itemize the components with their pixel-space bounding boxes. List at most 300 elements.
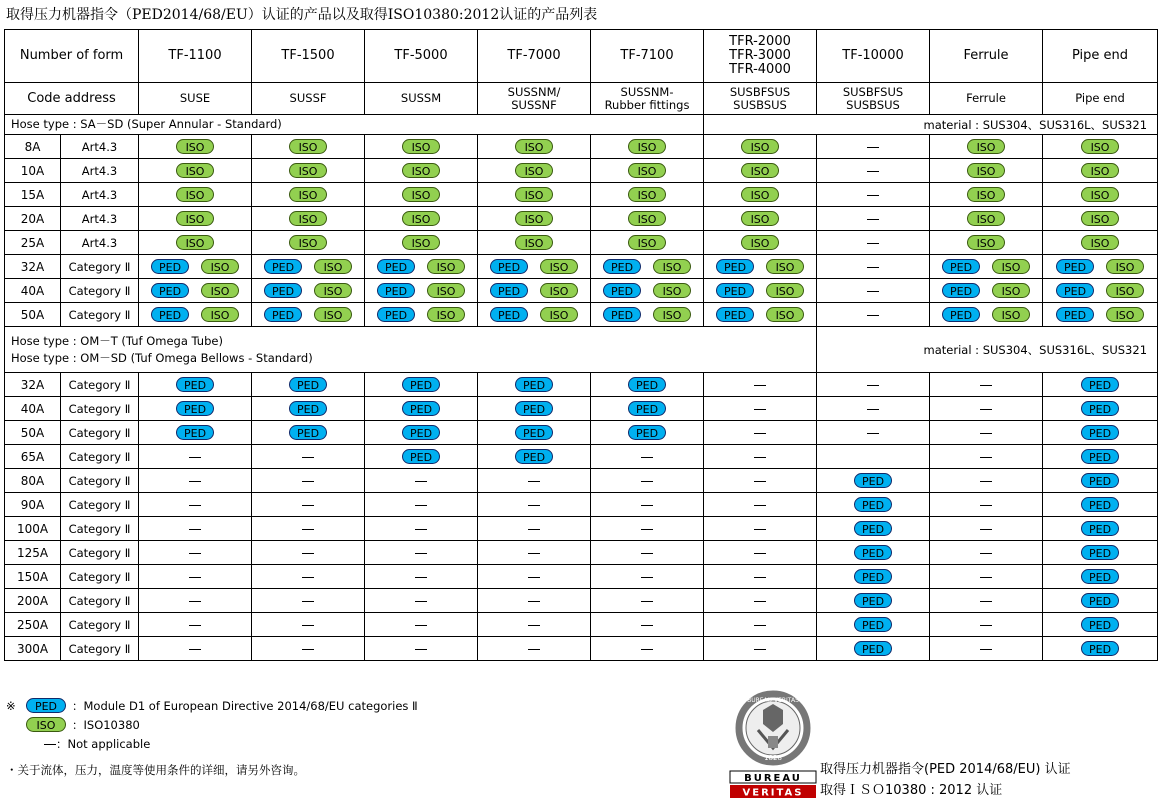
code-address-cell [139, 83, 252, 115]
ped-badge: PED [1081, 449, 1119, 464]
ped-badge: PED [854, 569, 892, 584]
not-applicable-dash [189, 481, 201, 482]
status-cell [252, 255, 365, 279]
iso-badge: ISO [992, 283, 1030, 298]
status-cell [930, 207, 1043, 231]
not-applicable-dash [754, 649, 766, 650]
iso-badge: ISO [967, 235, 1005, 250]
not-applicable-dash [867, 291, 879, 292]
hose-type-cell [5, 115, 704, 135]
not-applicable-dash [528, 481, 540, 482]
iso-badge: ISO [967, 187, 1005, 202]
not-applicable-dash [415, 625, 427, 626]
ped-badge: PED [716, 307, 754, 322]
status-cell [1043, 183, 1158, 207]
not-applicable-dash [641, 553, 653, 554]
status-cell [817, 613, 930, 637]
status-cell [704, 183, 817, 207]
ped-badge: PED [854, 641, 892, 656]
category-cell: Art4.3 [61, 159, 139, 183]
not-applicable-dash [754, 625, 766, 626]
status-cell [591, 183, 704, 207]
status-cell [817, 469, 930, 493]
status-cell [252, 637, 365, 661]
category-cell: Category Ⅱ [61, 637, 139, 661]
ped-badge: PED [1056, 283, 1094, 298]
legend-ped-text: ：Module D1 of European Directive 2014/68/EU categories Ⅱ [72, 698, 418, 713]
status-cell [591, 207, 704, 231]
status-cell [365, 589, 478, 613]
header-row-code [5, 83, 1158, 115]
status-cell [139, 255, 252, 279]
not-applicable-dash [980, 625, 992, 626]
not-applicable-dash [980, 505, 992, 506]
iso-badge: ISO [176, 187, 214, 202]
iso-badge: ISO [402, 187, 440, 202]
not-applicable-dash [867, 243, 879, 244]
category-cell: Category Ⅱ [61, 421, 139, 445]
iso-badge: ISO [201, 283, 239, 298]
size-row [5, 207, 1158, 231]
not-applicable-dash [189, 505, 201, 506]
ped-badge: PED [1081, 497, 1119, 512]
status-cell [252, 541, 365, 565]
form-name: TFR-2000 [729, 34, 791, 49]
status-cell [1043, 303, 1158, 327]
status-cell [817, 373, 930, 397]
status-cell [1043, 445, 1158, 469]
not-applicable-dash [754, 505, 766, 506]
not-applicable-dash [867, 433, 879, 434]
status-cell [365, 159, 478, 183]
badge-pair [716, 283, 804, 298]
badge-pair [603, 259, 691, 274]
status-cell [365, 255, 478, 279]
form-name: TFR-4000 [729, 62, 791, 77]
status-cell [1043, 565, 1158, 589]
iso-badge: ISO [653, 307, 691, 322]
not-applicable-dash [415, 481, 427, 482]
iso-badge: ISO [515, 211, 553, 226]
status-cell [252, 445, 365, 469]
status-cell [591, 589, 704, 613]
category-cell: Art4.3 [61, 135, 139, 159]
form-name-cell [139, 30, 252, 83]
size-row [5, 183, 1158, 207]
status-cell [591, 279, 704, 303]
status-cell [139, 279, 252, 303]
legend-mark: ※ [6, 698, 16, 713]
status-cell [478, 303, 591, 327]
code-address-cell [478, 83, 591, 115]
badge-pair [490, 283, 578, 298]
size-row [5, 397, 1158, 421]
iso-badge: ISO [289, 187, 327, 202]
status-cell [1043, 541, 1158, 565]
category-cell: Category Ⅱ [61, 397, 139, 421]
hose-type-cell [5, 327, 817, 373]
not-applicable-dash [189, 577, 201, 578]
status-cell [704, 493, 817, 517]
not-applicable-dash [189, 625, 201, 626]
not-applicable-dash [867, 171, 879, 172]
code-address: SUSSF [289, 91, 327, 105]
status-cell [817, 303, 930, 327]
category-cell: Art4.3 [61, 207, 139, 231]
status-cell [817, 493, 930, 517]
size-row [5, 493, 1158, 517]
not-applicable-dash [415, 577, 427, 578]
status-cell [139, 303, 252, 327]
iso-badge: ISO [540, 307, 578, 322]
status-cell [478, 613, 591, 637]
not-applicable-dash [980, 601, 992, 602]
category-cell: Art4.3 [61, 231, 139, 255]
status-cell [365, 613, 478, 637]
status-cell [817, 541, 930, 565]
badge-pair [603, 283, 691, 298]
not-applicable-dash [189, 553, 201, 554]
status-cell [1043, 421, 1158, 445]
not-applicable-dash [867, 409, 879, 410]
form-name: Ferrule [963, 48, 1009, 63]
ped-badge: PED [402, 401, 440, 416]
ped-badge: PED [716, 283, 754, 298]
code-address: SUSE [179, 91, 211, 105]
status-cell [930, 279, 1043, 303]
status-cell [139, 373, 252, 397]
status-cell [704, 135, 817, 159]
status-cell [591, 445, 704, 469]
not-applicable-dash [189, 601, 201, 602]
status-cell [139, 517, 252, 541]
status-cell [139, 637, 252, 661]
size-cell: 32A [5, 373, 61, 397]
status-cell [591, 421, 704, 445]
iso-badge: ISO [176, 139, 214, 154]
code-address: SUSSM [400, 91, 442, 105]
status-cell [478, 541, 591, 565]
status-cell [139, 541, 252, 565]
badge-pair [151, 283, 239, 298]
iso-badge: ISO [314, 307, 352, 322]
iso-badge: ISO [1081, 211, 1119, 226]
form-name-cell [1043, 30, 1158, 83]
not-applicable-dash [867, 195, 879, 196]
status-cell [817, 231, 930, 255]
status-cell [1043, 279, 1158, 303]
status-cell [252, 613, 365, 637]
not-applicable-dash [980, 577, 992, 578]
status-cell [365, 135, 478, 159]
status-cell [704, 541, 817, 565]
status-cell [817, 135, 930, 159]
status-cell [365, 565, 478, 589]
iso-badge: ISO [628, 163, 666, 178]
status-cell [591, 565, 704, 589]
status-cell [252, 207, 365, 231]
ped-badge: PED [603, 307, 641, 322]
category-cell: Category Ⅱ [61, 469, 139, 493]
not-applicable-dash [528, 553, 540, 554]
ped-badge: PED [603, 283, 641, 298]
legend-ped-badge: PED [26, 698, 66, 713]
size-cell: 8A [5, 135, 61, 159]
legend-dash [44, 744, 56, 745]
status-cell [1043, 373, 1158, 397]
ped-badge: PED [176, 425, 214, 440]
status-cell [591, 613, 704, 637]
not-applicable-dash [641, 505, 653, 506]
ped-badge: PED [1081, 569, 1119, 584]
status-cell [478, 279, 591, 303]
category-cell: Category Ⅱ [61, 589, 139, 613]
iso-badge: ISO [1081, 163, 1119, 178]
ped-badge: PED [515, 425, 553, 440]
status-cell [478, 159, 591, 183]
code-address-cell [1043, 83, 1158, 115]
ped-badge: PED [264, 259, 302, 274]
iso-badge: ISO [515, 235, 553, 250]
not-applicable-dash [980, 649, 992, 650]
code-address: SUSBSUS [733, 97, 787, 112]
ped-badge: PED [628, 401, 666, 416]
not-applicable-dash [980, 481, 992, 482]
cert-line-ped: 取得压力机器指令(PED 2014/68/EU) 认证 [820, 762, 1071, 777]
status-cell [139, 421, 252, 445]
status-cell [252, 517, 365, 541]
not-applicable-dash [302, 505, 314, 506]
status-cell [252, 469, 365, 493]
status-cell [817, 207, 930, 231]
not-applicable-dash [754, 481, 766, 482]
status-cell [478, 421, 591, 445]
ped-badge: PED [854, 473, 892, 488]
iso-badge: ISO [427, 283, 465, 298]
badge-pair [603, 307, 691, 322]
ped-badge: PED [490, 283, 528, 298]
status-cell [704, 397, 817, 421]
iso-badge: ISO [766, 283, 804, 298]
iso-badge: ISO [1081, 235, 1119, 250]
cert-line-iso: 取得ＩＳＯ10380 : 2012 认证 [820, 783, 1003, 798]
ped-badge: PED [942, 307, 980, 322]
not-applicable-dash [980, 433, 992, 434]
form-name: TF-10000 [842, 48, 904, 63]
status-cell [139, 565, 252, 589]
iso-badge: ISO [1106, 307, 1144, 322]
status-cell [1043, 469, 1158, 493]
ped-badge: PED [176, 401, 214, 416]
page-title: 取得压力机器指令（PED2014/68/EU）认证的产品以及取得ISO10380:2012认证的产品列表 [6, 7, 598, 23]
size-row [5, 541, 1158, 565]
iso-badge: ISO [540, 283, 578, 298]
status-cell [478, 637, 591, 661]
status-cell [252, 183, 365, 207]
ped-badge: PED [603, 259, 641, 274]
legend-iso-text: ：ISO10380 [72, 717, 140, 732]
status-cell [930, 445, 1043, 469]
not-applicable-dash [528, 529, 540, 530]
status-cell [478, 445, 591, 469]
badge-pair [942, 259, 1030, 274]
certification-text [820, 759, 1071, 801]
iso-badge: ISO [628, 235, 666, 250]
status-cell [704, 373, 817, 397]
iso-badge: ISO [628, 139, 666, 154]
material-label: material : SUS304、SUS316L、SUS321 [817, 327, 1158, 373]
legend-dash-text: ：Not applicable [56, 736, 151, 751]
status-cell [478, 255, 591, 279]
not-applicable-dash [641, 481, 653, 482]
status-cell [252, 135, 365, 159]
logo-word-bureau: BUREAU [744, 773, 802, 784]
ped-badge: PED [1081, 593, 1119, 608]
iso-badge: ISO [1081, 187, 1119, 202]
size-cell: 250A [5, 613, 61, 637]
iso-badge: ISO [515, 139, 553, 154]
not-applicable-dash [415, 553, 427, 554]
iso-badge: ISO [402, 139, 440, 154]
not-applicable-dash [189, 529, 201, 530]
status-cell [1043, 517, 1158, 541]
status-cell [139, 159, 252, 183]
iso-badge: ISO [967, 139, 1005, 154]
not-applicable-dash [189, 649, 201, 650]
status-cell [704, 159, 817, 183]
status-cell [252, 397, 365, 421]
status-cell [817, 445, 930, 469]
size-cell: 50A [5, 303, 61, 327]
status-cell [365, 469, 478, 493]
size-row [5, 469, 1158, 493]
size-cell: 80A [5, 469, 61, 493]
code-address: SUSSNM/ [507, 84, 561, 99]
status-cell [817, 421, 930, 445]
iso-badge: ISO [289, 139, 327, 154]
code-address-cell [817, 83, 930, 115]
code-address: SUSSNF [511, 97, 557, 112]
status-cell [930, 373, 1043, 397]
status-cell [704, 255, 817, 279]
size-cell: 15A [5, 183, 61, 207]
status-cell [591, 469, 704, 493]
size-cell: 10A [5, 159, 61, 183]
not-applicable-dash [867, 219, 879, 220]
status-cell [817, 589, 930, 613]
status-cell [704, 589, 817, 613]
status-cell [139, 469, 252, 493]
not-applicable-dash [302, 529, 314, 530]
badge-pair [490, 307, 578, 322]
status-cell [365, 493, 478, 517]
iso-badge: ISO [1106, 283, 1144, 298]
category-cell: Category Ⅱ [61, 303, 139, 327]
status-cell [817, 183, 930, 207]
status-cell [478, 183, 591, 207]
status-cell [1043, 589, 1158, 613]
category-cell: Art4.3 [61, 183, 139, 207]
iso-badge: ISO [427, 307, 465, 322]
status-cell [252, 279, 365, 303]
size-row [5, 613, 1158, 637]
status-cell [139, 493, 252, 517]
status-cell [365, 445, 478, 469]
size-row [5, 589, 1158, 613]
code-address-cell [365, 83, 478, 115]
status-cell [930, 517, 1043, 541]
ped-badge: PED [1081, 473, 1119, 488]
not-applicable-dash [980, 385, 992, 386]
status-cell [365, 541, 478, 565]
status-cell [365, 421, 478, 445]
iso-badge: ISO [1106, 259, 1144, 274]
not-applicable-dash [867, 147, 879, 148]
status-cell [817, 517, 930, 541]
status-cell [591, 373, 704, 397]
not-applicable-dash [754, 409, 766, 410]
not-applicable-dash [980, 553, 992, 554]
form-name: TFR-3000 [729, 48, 791, 63]
size-cell: 20A [5, 207, 61, 231]
code-address: Pipe end [1075, 91, 1125, 105]
status-cell [591, 135, 704, 159]
status-cell [478, 565, 591, 589]
status-cell [591, 493, 704, 517]
iso-badge: ISO [201, 307, 239, 322]
section-header-row [5, 327, 1158, 373]
ped-badge: PED [490, 259, 528, 274]
status-cell [930, 255, 1043, 279]
status-cell [365, 231, 478, 255]
iso-badge: ISO [992, 259, 1030, 274]
form-name: Pipe end [1071, 48, 1129, 63]
code-address: SUSBFSUS [842, 84, 904, 99]
iso-badge: ISO [402, 235, 440, 250]
size-row [5, 421, 1158, 445]
iso-badge: ISO [176, 163, 214, 178]
status-cell [591, 159, 704, 183]
not-applicable-dash [302, 553, 314, 554]
status-cell [139, 613, 252, 637]
status-cell [1043, 397, 1158, 421]
not-applicable-dash [302, 625, 314, 626]
badge-pair [377, 283, 465, 298]
not-applicable-dash [754, 385, 766, 386]
category-cell: Category Ⅱ [61, 613, 139, 637]
badge-pair [716, 259, 804, 274]
iso-badge: ISO [289, 163, 327, 178]
logo-arc-text: BUREAU VERITAS [747, 697, 799, 704]
status-cell [1043, 637, 1158, 661]
badge-pair [490, 259, 578, 274]
ped-badge: PED [1081, 545, 1119, 560]
status-cell [591, 541, 704, 565]
iso-badge: ISO [741, 163, 779, 178]
badge-pair [942, 307, 1030, 322]
status-cell [591, 397, 704, 421]
not-applicable-dash [641, 649, 653, 650]
ped-badge: PED [377, 283, 415, 298]
size-cell: 25A [5, 231, 61, 255]
header-code-address: Code address [5, 83, 139, 115]
status-cell [704, 469, 817, 493]
status-cell [139, 183, 252, 207]
ped-badge: PED [628, 377, 666, 392]
status-cell [704, 231, 817, 255]
not-applicable-dash [302, 577, 314, 578]
status-cell [365, 279, 478, 303]
